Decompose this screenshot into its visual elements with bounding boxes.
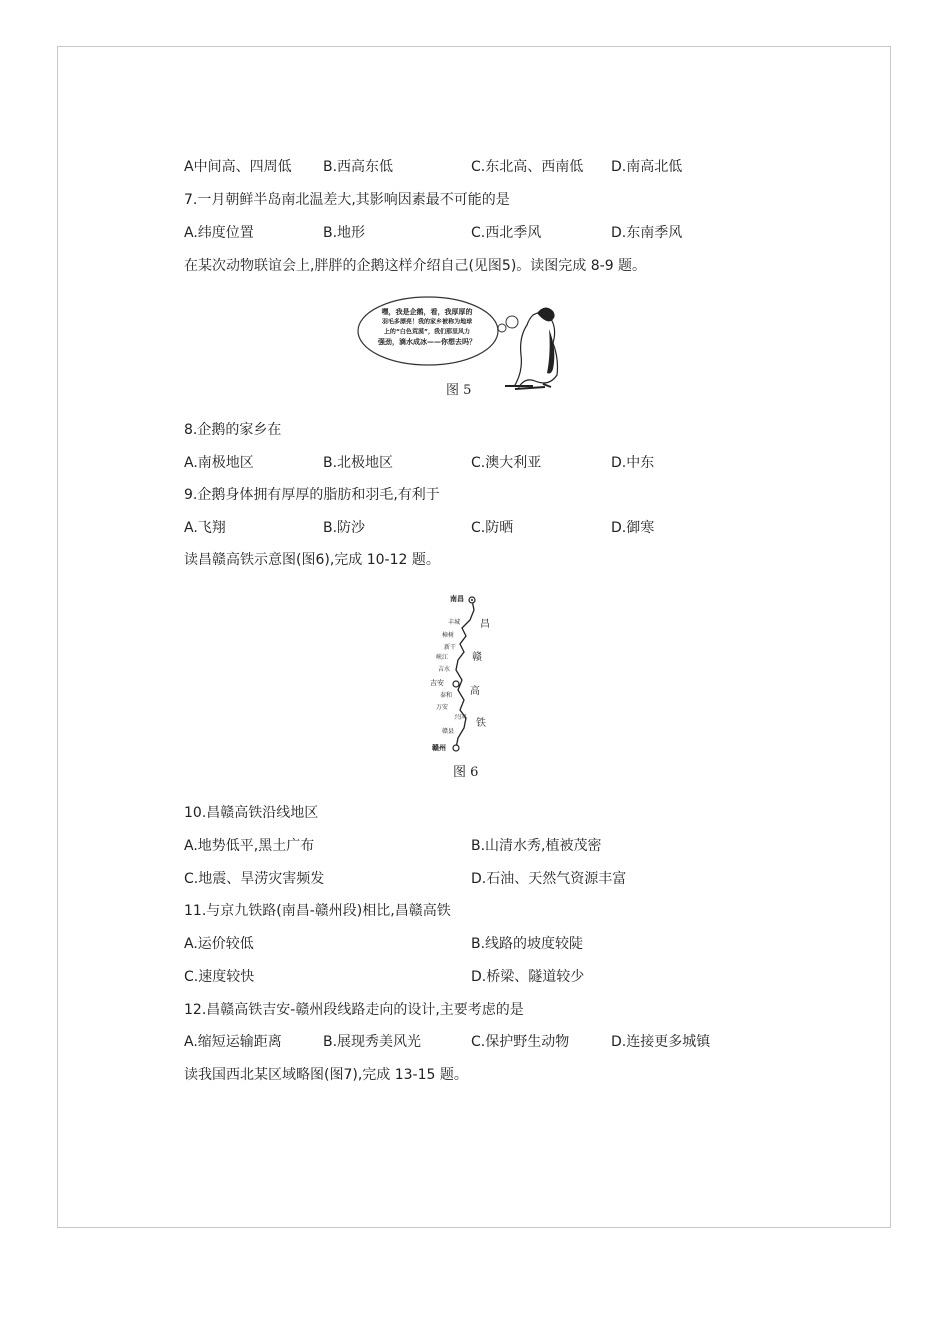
q7-option-c: C.西北季风 [471, 225, 542, 241]
q8-option-d: D.中东 [611, 455, 655, 471]
q6-option-c: C.东北高、西南低 [471, 159, 584, 175]
q11-option-b: B.线路的坡度较陡 [471, 936, 584, 952]
bubble-line-1: 嘿，我是企鹅，看，我厚厚的 [381, 308, 473, 316]
speech-bubble [367, 307, 487, 347]
station-zhangshu: 樟树 [442, 632, 455, 639]
figure-6 [420, 590, 520, 760]
q11-option-d: D.桥梁、隧道较少 [471, 969, 585, 985]
q10-stem: 10.昌赣高铁沿线地区 [184, 805, 319, 821]
q9-option-a: A.飞翔 [184, 520, 226, 536]
intro-8-9: 在某次动物联谊会上,胖胖的企鹅这样介绍自己(见图5)。读图完成 8-9 题。 [184, 258, 647, 274]
line-label-gan: 赣 [472, 652, 482, 663]
bubble-line-4: 强劲，滴水成冰——你想去吗？ [378, 338, 476, 346]
station-xiajiang: 峡江 [436, 654, 449, 661]
station-jian: 吉安 [430, 679, 444, 687]
q8-option-a: A.南极地区 [184, 455, 254, 471]
q7-stem: 7.一月朝鲜半岛南北温差大,其影响因素最不可能的是 [184, 192, 510, 208]
q12-stem: 12.昌赣高铁吉安-赣州段线路走向的设计,主要考虑的是 [184, 1002, 524, 1018]
q12-option-b: B.展现秀美风光 [323, 1034, 422, 1050]
q10-option-c: C.地震、旱涝灾害频发 [184, 871, 325, 887]
station-xingguo: 兴国 [454, 714, 467, 721]
station-fengcheng: 丰城 [448, 619, 461, 626]
figure-6-caption: 图 6 [453, 765, 479, 780]
q6-option-a: A中间高、四周低 [184, 159, 292, 175]
station-jishui: 吉水 [438, 666, 451, 673]
q8-stem: 8.企鹅的家乡在 [184, 422, 282, 438]
q11-stem: 11.与京九铁路(南昌-赣州段)相比,昌赣高铁 [184, 903, 451, 919]
q9-stem: 9.企鹅身体拥有厚厚的脂肪和羽毛,有利于 [184, 487, 440, 503]
q12-option-d: D.连接更多城镇 [611, 1034, 711, 1050]
q6-option-d: D.南高北低 [611, 159, 683, 175]
line-label-chang: 昌 [480, 619, 490, 630]
q7-option-a: A.纬度位置 [184, 225, 254, 241]
q9-option-b: B.防沙 [323, 520, 366, 536]
railway-route-line [420, 590, 520, 760]
q12-option-c: C.保护野生动物 [471, 1034, 570, 1050]
line-label-tie: 铁 [476, 718, 486, 729]
intro-13-15: 读我国西北某区域略图(图7),完成 13-15 题。 [184, 1067, 468, 1083]
q7-option-b: B.地形 [323, 225, 366, 241]
q8-option-b: B.北极地区 [323, 455, 394, 471]
station-taihe: 泰和 [440, 692, 453, 699]
q6-option-b: B.西高东低 [323, 159, 394, 175]
station-ganxian: 赣县 [442, 728, 455, 735]
q11-option-a: A.运价较低 [184, 936, 254, 952]
bubble-line-2: 羽毛多漂亮！我的家乡被称为地球 [381, 318, 473, 326]
station-ganzhou: 赣州 [432, 744, 446, 752]
q10-option-d: D.石油、天然气资源丰富 [471, 871, 627, 887]
q10-option-a: A.地势低平,黑土广布 [184, 838, 315, 854]
line-label-gao: 高 [470, 686, 480, 697]
q11-option-c: C.速度较快 [184, 969, 255, 985]
q10-option-b: B.山清水秀,植被茂密 [471, 838, 602, 854]
bubble-line-3: 上的“白色荒漠”，我们那里风力 [383, 328, 471, 336]
figure-5-caption: 图 5 [446, 383, 472, 398]
q9-option-c: C.防晒 [471, 520, 514, 536]
intro-10-12: 读昌赣高铁示意图(图6),完成 10-12 题。 [184, 552, 440, 568]
q12-option-a: A.缩短运输距离 [184, 1034, 282, 1050]
station-nanchang: 南昌 [450, 595, 464, 603]
station-wanan: 万安 [436, 704, 449, 711]
station-xingan: 新干 [444, 644, 457, 651]
q9-option-d: D.御寒 [611, 520, 655, 536]
q8-option-c: C.澳大利亚 [471, 455, 542, 471]
q7-option-d: D.东南季风 [611, 225, 683, 241]
